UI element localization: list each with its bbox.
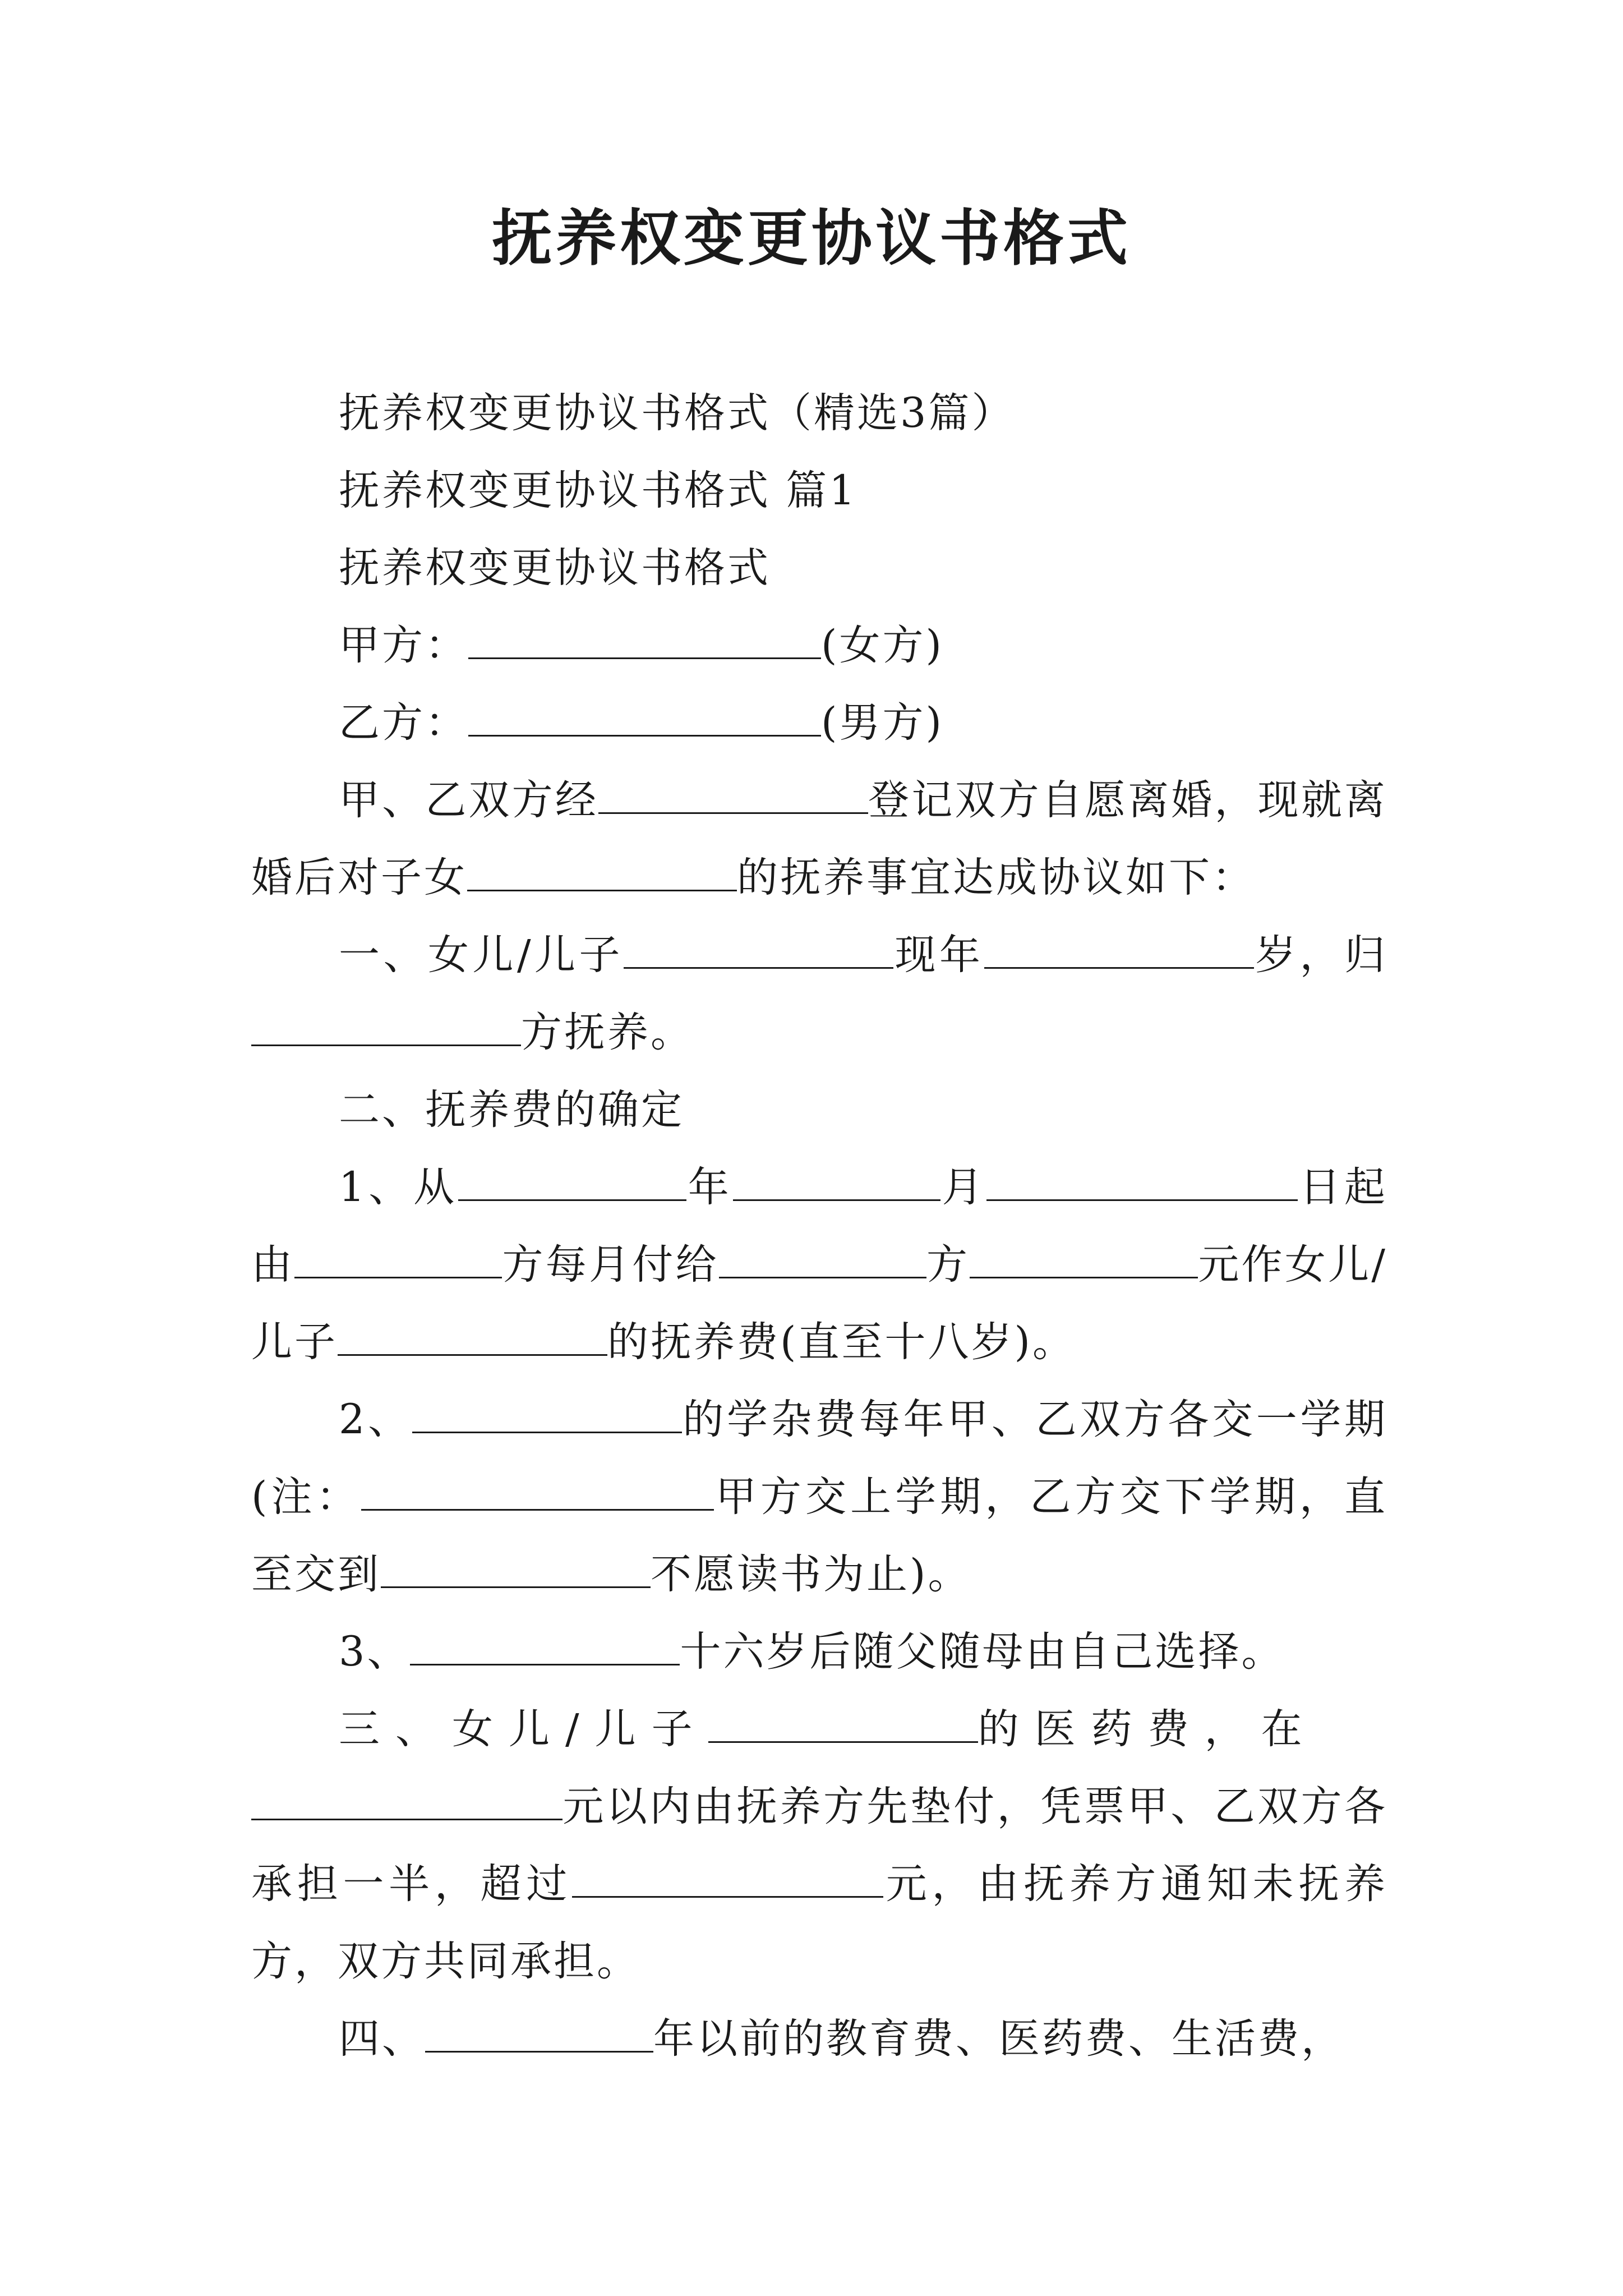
paragraph-text: 月 [940,1163,987,1211]
paragraph-text: 三、女儿/儿子 [339,1705,708,1753]
paragraph-text: 登记双方自愿离婚，现就离婚后对子女 [251,776,1387,901]
fill-in-blank[interactable] [708,1706,978,1743]
paragraph-text: 的抚养事宜达成协议如下： [737,854,1255,901]
paragraph-text: (男方) [821,699,944,747]
fill-in-blank[interactable] [412,1397,682,1433]
paragraph-text: 乙方： [339,699,468,747]
fill-in-blank[interactable] [251,1010,521,1046]
fill-in-blank[interactable] [468,700,821,737]
paragraph-preamble [251,762,1387,917]
paragraph-text: 岁，归 [1253,931,1388,979]
paragraph-text: 日起由 [251,1163,1388,1289]
paragraph-text: 元，由抚养方通知未抚养方，双方共同承担。 [251,1860,1388,1985]
paragraph-clause-2 [251,1071,1387,1149]
fill-in-blank[interactable] [733,1165,940,1201]
paragraph-text: 2、 [339,1396,412,1443]
fill-in-blank[interactable] [572,1861,883,1898]
fill-in-blank[interactable] [984,932,1254,969]
fill-in-blank[interactable] [425,2016,653,2053]
paragraph-text: 年 [686,1163,733,1211]
fill-in-blank[interactable] [468,623,821,659]
paragraph-text: 抚养权变更协议书格式 篇1 [339,467,857,514]
paragraph-text: 不愿读书为止)。 [651,1550,971,1598]
paragraph-text: 方每月付给 [502,1241,719,1289]
paragraph-text: 元以内由抚养方先垫付，凭票甲、乙双方各承担一半，超过 [251,1783,1387,1908]
fill-in-blank[interactable] [598,777,868,814]
fill-in-blank[interactable] [338,1319,607,1356]
fill-in-blank[interactable] [467,855,737,891]
paragraph-text: 四、 [339,2015,425,2063]
fill-in-blank[interactable] [381,1552,651,1588]
paragraph-text: 方抚养。 [521,1009,694,1056]
paragraph-text: 的医药费，在 [978,1705,1318,1753]
paragraph-clause-2-2 [251,1381,1387,1613]
paragraph-text: 元作女儿/儿子 [251,1241,1387,1366]
paragraph-text: 甲方交上学期，乙方交下学期，直至交到 [251,1473,1387,1598]
paragraph-text: 方 [926,1241,970,1289]
fill-in-blank[interactable] [458,1165,686,1201]
paragraph-party-b [251,684,1387,762]
fill-in-blank[interactable] [970,1242,1198,1278]
paragraph-text: 十六岁后随父随母由自己选择。 [680,1628,1285,1676]
paragraph-text: 现年 [893,931,984,979]
paragraph-subtitle-heading [251,375,1387,452]
paragraph-clause-2-1 [251,1149,1387,1381]
fill-in-blank[interactable] [294,1242,502,1278]
paragraph-party-a [251,607,1387,684]
paragraph-text: (女方) [821,622,944,669]
paragraph-text: 的学杂费每年甲、乙双方各交一学期(注： [251,1396,1387,1521]
fill-in-blank[interactable] [251,1784,562,1820]
paragraph-clause-3 [251,1691,1387,1768]
paragraph-text: 3、 [339,1628,411,1676]
paragraph-text: 的抚养费(直至十八岁)。 [607,1318,1076,1366]
paragraph-clause-3-cont [251,1768,1387,2000]
paragraph-text: 抚养权变更协议书格式 [339,544,771,592]
fill-in-blank[interactable] [986,1165,1298,1201]
paragraph-text: 抚养权变更协议书格式（精选3篇） [339,389,1015,437]
paragraph-text: 1、从 [339,1163,458,1211]
paragraph-text: 年以前的教育费、医药费、生活费， [653,2015,1344,2063]
fill-in-blank[interactable] [719,1242,926,1278]
fill-in-blank[interactable] [624,932,893,969]
paragraph-text: 二、抚养费的确定 [339,1086,684,1134]
paragraph-text: 甲方： [339,622,468,669]
paragraph-clause-2-3 [251,1613,1387,1691]
fill-in-blank[interactable] [361,1474,714,1511]
document-title: 抚养权变更协议书格式 [491,203,1131,274]
paragraph-doc-heading [251,530,1387,607]
paragraph-chapter-heading [251,452,1387,530]
paragraph-text: 一、女儿/儿子 [339,931,624,979]
fill-in-blank[interactable] [410,1629,680,1665]
paragraph-text: 甲、乙双方经 [339,776,598,824]
document-body [251,375,1387,2078]
paragraph-clause-1 [251,917,1387,1071]
paragraph-clause-4 [251,2000,1387,2078]
